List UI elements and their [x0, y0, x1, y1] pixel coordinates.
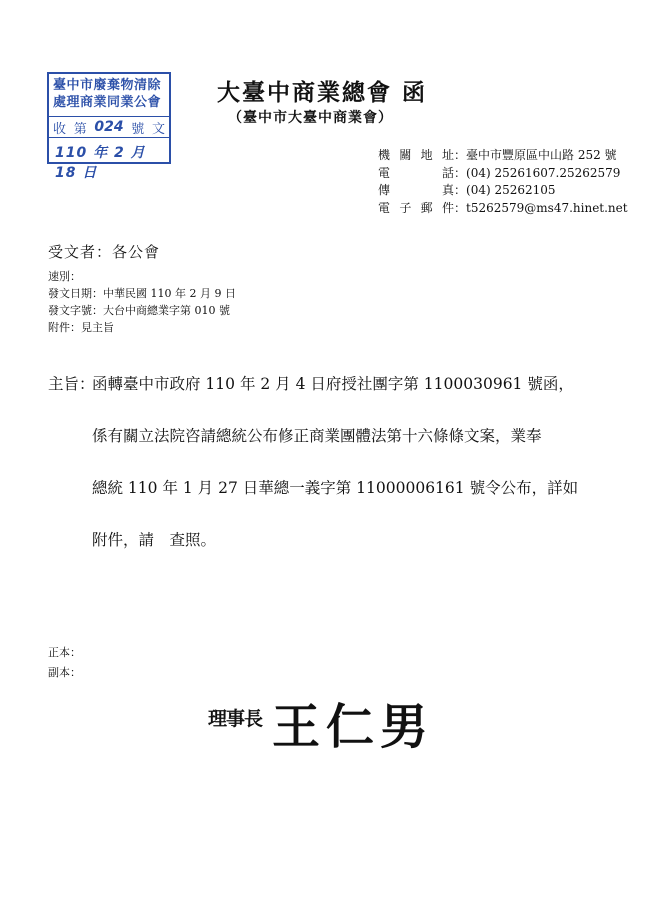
signature-role: 理事長 — [208, 708, 263, 730]
subject-line3: 總統 110 年 1 月 27 日華總一義字第 11000006161 號令公布，詳如 — [92, 479, 579, 497]
copies-block — [48, 643, 81, 683]
address-label: 機關地址 — [378, 148, 454, 162]
recipient: 受文者：各公會 — [48, 243, 161, 261]
stamp-org-line1: 臺中市廢棄物清除 — [53, 78, 162, 93]
meta-date: 發文日期：中華民國 110 年 2 月 9 日 — [48, 287, 236, 300]
contact-block — [378, 147, 628, 217]
meta-speed: 速別： — [48, 270, 81, 283]
document-title: 大臺中商業總會 函 — [217, 79, 428, 106]
document-subtitle: （臺中市大臺中商業會） — [228, 110, 393, 126]
email-value: t5262579@ms47.hinet.net — [466, 200, 628, 215]
stamp-org — [53, 77, 161, 111]
signature-name: 王仁男 — [272, 699, 435, 755]
stamp-number-prefix: 第 — [73, 121, 87, 137]
address-value: 臺中市豐原區中山路 252 號 — [466, 148, 617, 162]
meta-ref: 發文字號：大台中商總業字第 010 號 — [48, 304, 230, 317]
meta-attachment: 附件：見主旨 — [48, 321, 114, 334]
fax-label: 傳 真 — [378, 183, 454, 197]
phone-line: 電 話：(04) 25261607.25262579 — [378, 165, 628, 183]
stamp-number-suffix: 號 — [131, 121, 145, 137]
stamp-receive: 收 — [53, 121, 67, 137]
stamp-number-row — [49, 116, 169, 138]
email-label: 電子郵件 — [378, 200, 454, 215]
subject-line1: 函轉臺中市政府 110 年 2 月 4 日府授社團字第 1100030961 號函， — [92, 375, 574, 393]
stamp-org-line2: 處理商業同業公會 — [53, 95, 162, 110]
phone-value: (04) 25261607.25262579 — [466, 165, 621, 180]
subject-body — [92, 358, 632, 566]
stamp-number: 024 — [94, 119, 124, 135]
stamp-doc-char: 文 — [151, 121, 165, 137]
subject-head: 主旨： — [48, 375, 95, 393]
chairman-signature-stamp — [208, 688, 468, 760]
meta-block — [48, 268, 236, 336]
address-line: 機關地址：臺中市豐原區中山路 252 號 — [378, 147, 628, 165]
copies-copy: 副本： — [48, 666, 81, 679]
email-line: 電子郵件：t5262579@ms47.hinet.net — [378, 200, 628, 218]
fax-line: 傳 真：(04) 25262105 — [378, 182, 628, 200]
phone-label: 電 話 — [378, 165, 454, 180]
copies-original: 正本： — [48, 646, 81, 659]
receipt-stamp — [47, 72, 171, 181]
fax-value: (04) 25262105 — [466, 183, 556, 197]
stamp-date: 110 年 2 月 18 日 — [55, 145, 146, 181]
subject-line4: 附件，請 查照。 — [92, 531, 217, 549]
subject-line2: 係有關立法院咨請總統公布修正商業團體法第十六條條文案，業奉 — [92, 427, 542, 445]
